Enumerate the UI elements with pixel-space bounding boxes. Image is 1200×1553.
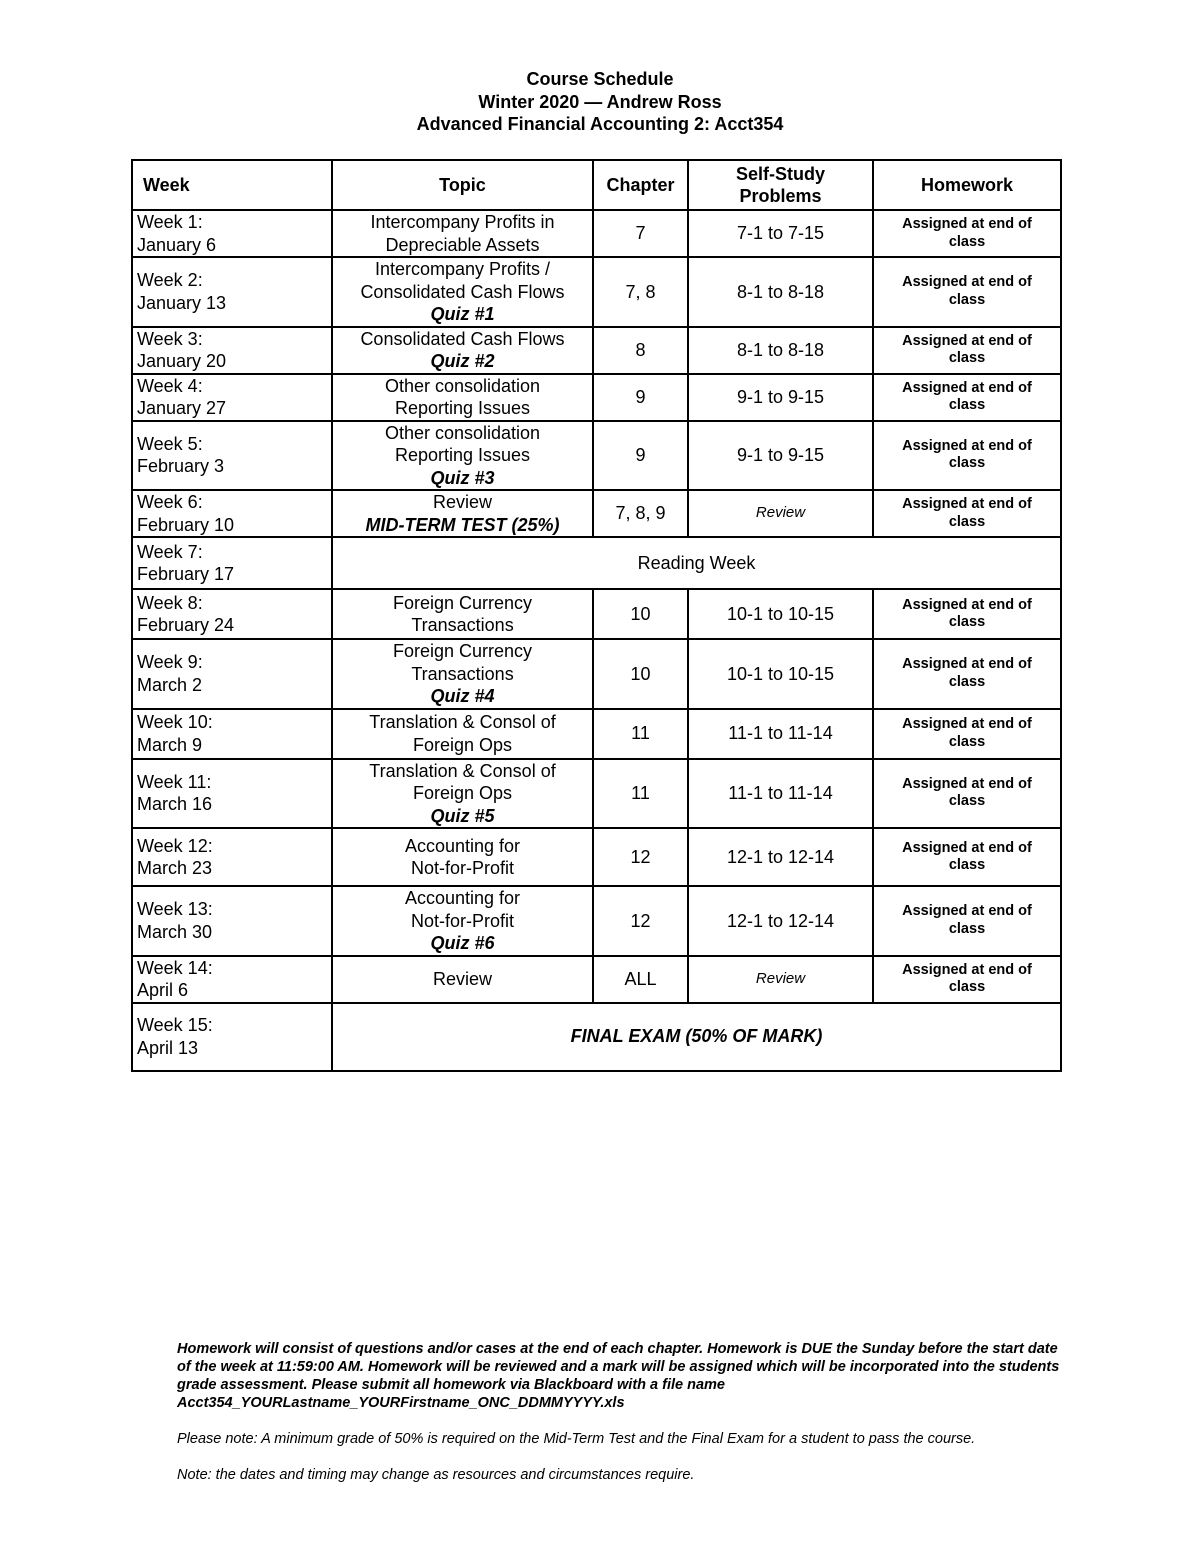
cell-chapter: 7, 8, 9 <box>593 490 688 537</box>
cell-homework <box>873 257 1061 327</box>
topic-line: Transactions <box>411 663 514 684</box>
table-row <box>132 210 1061 257</box>
cell-week <box>132 956 332 1003</box>
week-number: Week 5: <box>137 433 203 454</box>
topic-line: Review <box>432 492 493 512</box>
table-row <box>132 639 1061 709</box>
cell-chapter: 11 <box>593 709 688 759</box>
topic-line: Foreign Currency <box>392 641 533 661</box>
week-date: January 27 <box>137 398 227 418</box>
cell-week <box>132 537 332 589</box>
week-date: March 23 <box>137 858 213 878</box>
week-number: Week 4: <box>137 375 203 396</box>
cell-chapter: 9 <box>593 421 688 491</box>
homework-text: Assigned at end of class <box>902 716 1032 750</box>
week-date: March 16 <box>137 794 213 815</box>
cell-self-study: 8-1 to 8-18 <box>688 327 873 374</box>
cell-topic <box>332 709 593 759</box>
cell-homework <box>873 639 1061 709</box>
cell-chapter: 10 <box>593 589 688 639</box>
final-exam-cell <box>332 1003 1061 1071</box>
topic-line: Accounting for <box>404 835 521 856</box>
homework-text: Assigned at end of class <box>902 274 1032 308</box>
reading-week-text: Reading Week <box>637 552 756 573</box>
week-number: Week 12: <box>137 835 213 856</box>
cell-self-study: Review <box>688 490 873 537</box>
cell-chapter: 9 <box>593 374 688 421</box>
cell-chapter: 7 <box>593 210 688 257</box>
cell-chapter: 12 <box>593 828 688 886</box>
cell-week <box>132 709 332 759</box>
cell-topic <box>332 828 593 886</box>
week-date: February 17 <box>137 564 235 584</box>
week-number: Week 7: <box>137 541 203 562</box>
topic-line: Consolidated Cash Flows <box>360 281 565 302</box>
cell-chapter: 7, 8 <box>593 257 688 327</box>
week-date: January 20 <box>137 351 227 371</box>
week-number: Week 10: <box>137 712 213 732</box>
cell-homework <box>873 709 1061 759</box>
cell-topic <box>332 327 593 374</box>
table-row <box>132 327 1061 374</box>
table-row <box>132 257 1061 327</box>
week-date: January 13 <box>137 292 227 313</box>
topic-line: Accounting for <box>404 888 521 908</box>
cell-week <box>132 759 332 829</box>
topic-line: Foreign Ops <box>412 783 513 803</box>
table-header-row <box>132 160 1061 210</box>
week-date: March 9 <box>137 734 203 755</box>
homework-text: Assigned at end of class <box>902 379 1032 413</box>
week-date: February 10 <box>137 514 235 535</box>
cell-week <box>132 886 332 956</box>
cell-homework <box>873 828 1061 886</box>
cell-homework <box>873 327 1061 374</box>
cell-self-study: 9-1 to 9-15 <box>688 421 873 491</box>
notes-section <box>177 1340 1067 1502</box>
cell-chapter: ALL <box>593 956 688 1003</box>
quiz-label: Quiz #2 <box>430 351 495 371</box>
week-number: Week 15: <box>137 1015 213 1035</box>
cell-chapter: 11 <box>593 759 688 829</box>
document-header <box>0 68 1200 136</box>
self-study-header-text: Self-Study Problems <box>735 163 825 206</box>
topic-line: Reporting Issues <box>394 398 531 418</box>
topic-line: Consolidated Cash Flows <box>360 328 565 349</box>
homework-text: Assigned at end of class <box>902 961 1032 995</box>
cell-topic <box>332 490 593 537</box>
cell-self-study: 12-1 to 12-14 <box>688 828 873 886</box>
cell-topic <box>332 210 593 257</box>
week-number: Week 6: <box>137 492 203 512</box>
reading-week-cell <box>332 537 1061 589</box>
cell-homework <box>873 956 1061 1003</box>
week-date: March 2 <box>137 674 203 695</box>
quiz-label: Quiz #4 <box>430 686 495 706</box>
table-row <box>132 374 1061 421</box>
topic-line: Translation & Consol of <box>369 712 556 732</box>
header-term-instructor: Winter 2020 — Andrew Ross <box>478 91 722 112</box>
cell-homework <box>873 374 1061 421</box>
homework-text: Assigned at end of class <box>902 839 1032 873</box>
topic-line: Intercompany Profits in <box>370 212 555 232</box>
header-title: Course Schedule <box>526 69 674 89</box>
quiz-label: Quiz #5 <box>430 805 495 826</box>
week-number: Week 13: <box>137 899 213 920</box>
quiz-label: Quiz #1 <box>430 304 495 324</box>
topic-line: Depreciable Assets <box>385 234 540 255</box>
column-header-homework: Homework <box>873 160 1061 210</box>
week-number: Week 9: <box>137 652 203 673</box>
cell-chapter: 8 <box>593 327 688 374</box>
cell-self-study: 7-1 to 7-15 <box>688 210 873 257</box>
week-date: February 24 <box>137 615 235 635</box>
topic-line: Intercompany Profits / <box>374 259 551 279</box>
cell-self-study: 8-1 to 8-18 <box>688 257 873 327</box>
schedule-body <box>132 210 1061 1071</box>
cell-homework <box>873 490 1061 537</box>
homework-text: Assigned at end of class <box>902 216 1032 250</box>
cell-self-study: 12-1 to 12-14 <box>688 886 873 956</box>
cell-week <box>132 828 332 886</box>
cell-self-study: 10-1 to 10-15 <box>688 639 873 709</box>
week-date: April 6 <box>137 980 189 1000</box>
cell-topic <box>332 759 593 829</box>
table-row <box>132 589 1061 639</box>
table-row <box>132 828 1061 886</box>
cell-topic <box>332 589 593 639</box>
homework-text: Assigned at end of class <box>902 437 1032 472</box>
topic-line: Foreign Ops <box>412 734 513 755</box>
final-exam-text: FINAL EXAM (50% OF MARK) <box>570 1026 823 1047</box>
topic-line: Not-for-Profit <box>410 858 515 878</box>
cell-topic <box>332 639 593 709</box>
topic-line: Translation & Consol of <box>369 760 556 781</box>
cell-homework <box>873 210 1061 257</box>
column-header-chapter: Chapter <box>593 160 688 210</box>
week-number: Week 8: <box>137 592 203 613</box>
cell-week <box>132 374 332 421</box>
week-number: Week 2: <box>137 270 203 291</box>
table-row <box>132 886 1061 956</box>
week-number: Week 1: <box>137 212 203 232</box>
table-row <box>132 537 1061 589</box>
dates-note: Note: the dates and timing may change as resources and circumstances require. <box>177 1467 695 1483</box>
cell-chapter: 10 <box>593 639 688 709</box>
cell-self-study: 9-1 to 9-15 <box>688 374 873 421</box>
cell-homework <box>873 589 1061 639</box>
homework-note: Homework will consist of questions and/or cases at the end of each chapter. Homework is DUE the Sunday before the start date of the week at 11:59:00 AM. Homework will be reviewed and a mark will be assigned which will be incorporated into the students grade assessment. Please submit all homework via Blackboard with a file name Acct354_YOURLastname_YOURFirstname_ONC_DDMMYYYY.xls <box>177 1341 1060 1411</box>
topic-line: Foreign Currency <box>392 592 533 613</box>
table-row <box>132 490 1061 537</box>
topic-line: Other consolidation <box>384 375 541 396</box>
cell-chapter: 12 <box>593 886 688 956</box>
week-date: March 30 <box>137 921 213 942</box>
schedule-table <box>131 159 1062 1072</box>
quiz-label: Quiz #6 <box>430 933 495 953</box>
quiz-label: Quiz #3 <box>430 467 495 488</box>
week-number: Week 11: <box>137 771 212 792</box>
week-date: January 6 <box>137 234 217 255</box>
cell-week <box>132 1003 332 1071</box>
topic-line: Other consolidation <box>384 422 541 443</box>
cell-self-study: 11-1 to 11-14 <box>688 759 873 829</box>
table-row <box>132 709 1061 759</box>
week-number: Week 14: <box>137 957 213 978</box>
cell-topic <box>332 956 593 1003</box>
midterm-label: MID-TERM TEST (25%) <box>365 514 560 535</box>
homework-text: Assigned at end of class <box>902 332 1032 366</box>
week-date: February 3 <box>137 456 225 477</box>
column-header-topic: Topic <box>332 160 593 210</box>
column-header-week: Week <box>132 160 332 210</box>
homework-text: Assigned at end of class <box>902 496 1032 530</box>
topic-line: Review <box>432 968 493 989</box>
cell-week <box>132 589 332 639</box>
table-row <box>132 1003 1061 1071</box>
week-date: April 13 <box>137 1037 199 1058</box>
cell-homework <box>873 886 1061 956</box>
topic-line: Transactions <box>411 615 514 635</box>
table-row <box>132 759 1061 829</box>
homework-text: Assigned at end of class <box>902 775 1032 810</box>
cell-week <box>132 257 332 327</box>
homework-text: Assigned at end of class <box>902 656 1032 690</box>
cell-self-study: 11-1 to 11-14 <box>688 709 873 759</box>
cell-week <box>132 490 332 537</box>
cell-week <box>132 639 332 709</box>
cell-week <box>132 327 332 374</box>
cell-week <box>132 421 332 491</box>
cell-self-study: 10-1 to 10-15 <box>688 589 873 639</box>
topic-line: Reporting Issues <box>394 445 531 465</box>
column-header-self-study <box>688 160 873 210</box>
homework-text: Assigned at end of class <box>902 903 1032 937</box>
table-row <box>132 421 1061 491</box>
cell-homework <box>873 759 1061 829</box>
minimum-grade-note: Please note: A minimum grade of 50% is required on the Mid-Term Test and the Final Exam for a student to pass the course. <box>177 1431 976 1447</box>
week-number: Week 3: <box>137 328 203 349</box>
header-course-name: Advanced Financial Accounting 2: Acct354 <box>416 114 784 134</box>
cell-week <box>132 210 332 257</box>
homework-text: Assigned at end of class <box>902 596 1032 630</box>
cell-topic <box>332 421 593 491</box>
cell-topic <box>332 257 593 327</box>
cell-homework <box>873 421 1061 491</box>
cell-self-study: Review <box>688 956 873 1003</box>
topic-line: Not-for-Profit <box>410 910 515 931</box>
cell-topic <box>332 374 593 421</box>
table-row <box>132 956 1061 1003</box>
cell-topic <box>332 886 593 956</box>
